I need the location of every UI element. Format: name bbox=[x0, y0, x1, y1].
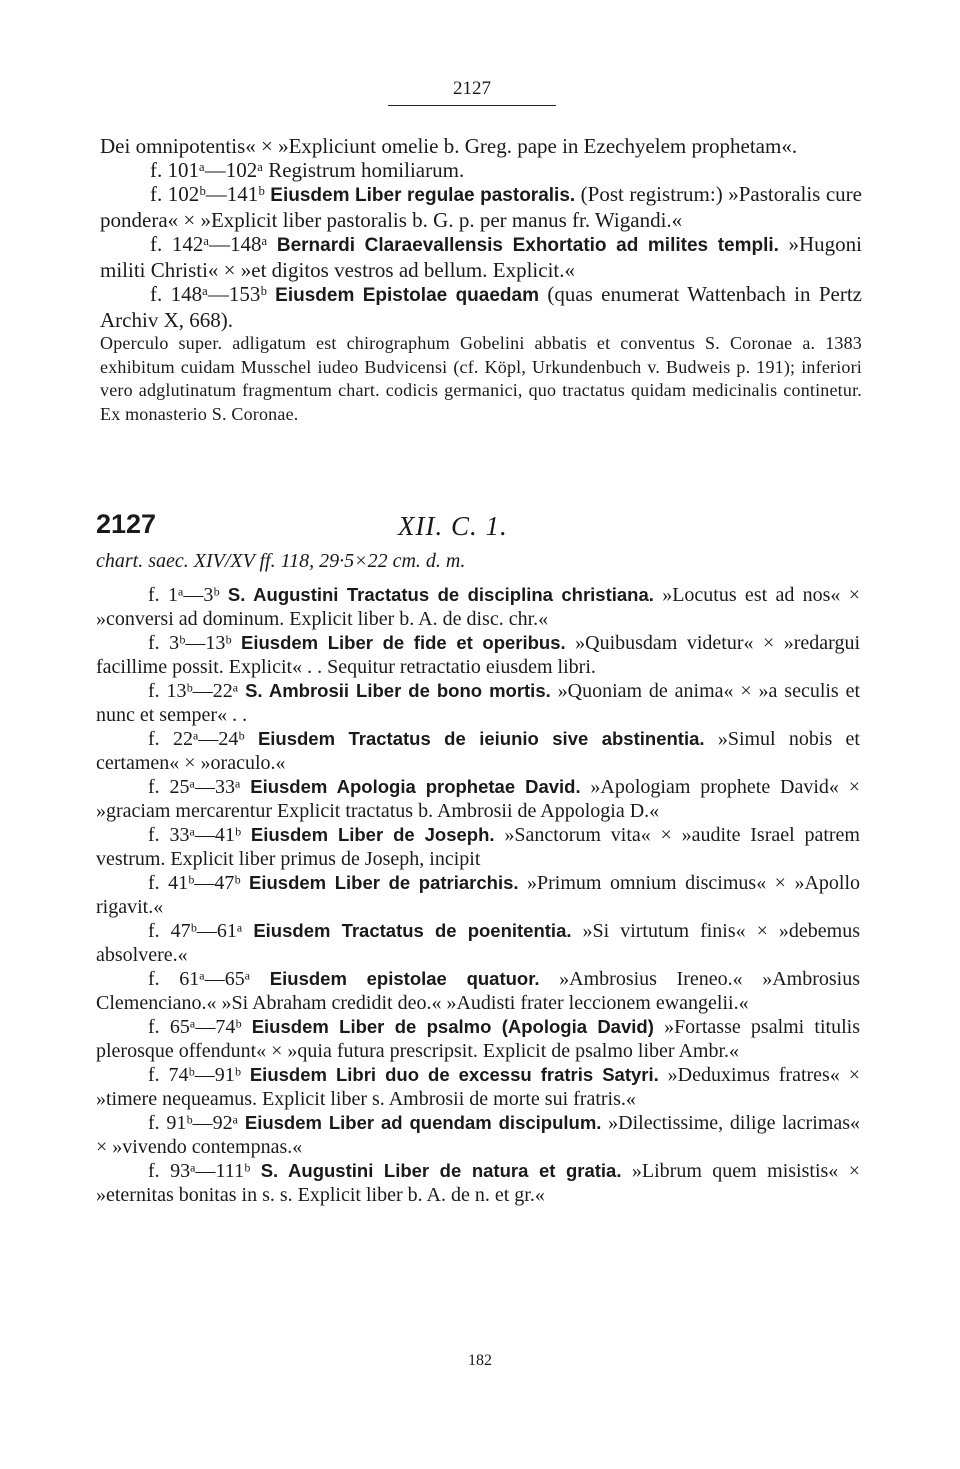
item-folio: f. 3ᵇ—13ᵇ bbox=[148, 632, 242, 654]
item-folio: f. 61ᵃ—65ᵃ bbox=[148, 968, 270, 990]
item-text: »Simul nobis et certamen« × »oraculo.« bbox=[96, 728, 860, 774]
item-title: Eiusdem Liber de psalmo (Apologia David) bbox=[251, 1016, 654, 1037]
item-text: »Apologiam prophete David« × »graciam mercarentur Explicit tractatus b. Ambrosii de Appologia D.« bbox=[96, 776, 860, 822]
entry-item bbox=[96, 823, 860, 871]
line-text: f. 148ᵃ—153ᵇ bbox=[150, 282, 276, 306]
entry-meta: chart. saec. XIV/XV ff. 118, 29·5×22 cm. d. m. bbox=[96, 550, 466, 572]
previous-entry-line bbox=[100, 134, 862, 158]
previous-entry-lines bbox=[100, 134, 862, 332]
previous-entry-line bbox=[100, 232, 862, 282]
running-header-number: 2127 bbox=[453, 78, 491, 99]
item-title: S. Augustini Tractatus de disciplina christiana. bbox=[227, 584, 654, 605]
item-text: »Primum omnium discimus« × »Apollo rigavit.« bbox=[96, 872, 860, 918]
item-title: S. Ambrosii Liber de bono mortis. bbox=[245, 680, 551, 701]
entry-item bbox=[96, 967, 860, 1015]
entry-item bbox=[96, 631, 860, 679]
item-text: »Dilectissime, dilige lacrimas« × »vivendo contempnas.« bbox=[96, 1112, 860, 1158]
item-text: »Sanctorum vita« × »audite Israel patrem vestrum. Explicit liber primus de Joseph, incipit bbox=[96, 824, 860, 870]
previous-entry-line bbox=[100, 158, 862, 182]
entry-number: 2127 bbox=[96, 509, 157, 539]
item-title: Eiusdem epistolae quatuor. bbox=[269, 968, 540, 989]
item-folio: f. 22ᵃ—24ᵇ bbox=[148, 728, 258, 750]
entry-signature: XII. C. 1. bbox=[398, 511, 508, 541]
line-title: Eiusdem Epistolae quaedam bbox=[275, 285, 539, 306]
line-text: Dei omnipotentis« × »Expliciunt omelie b. Greg. pape in Ezechyelem prophetam«. bbox=[100, 134, 798, 158]
item-text: »Deduximus fratres« × »timere nequeamus. Explicit liber s. Ambrosii de morte sui fratris.« bbox=[96, 1064, 861, 1110]
item-folio: f. 13ᵇ—22ᵃ bbox=[148, 680, 246, 702]
item-title: Eiusdem Liber de patriarchis. bbox=[249, 872, 519, 893]
entry-item bbox=[96, 1111, 860, 1159]
item-text: »Si virtutum finis« × »debemus absolvere.« bbox=[96, 920, 861, 966]
previous-entry-line bbox=[100, 182, 862, 232]
entry-item bbox=[96, 1063, 860, 1111]
entry-item bbox=[96, 727, 860, 775]
item-text: »Fortasse psalmi titulis plerosque offendunt« × »quia futura prescripsit. Explicit de psalmo liber Ambr.« bbox=[96, 1016, 860, 1062]
page-footer-number: 182 bbox=[468, 1352, 492, 1369]
entry-item bbox=[96, 1015, 860, 1063]
previous-entry-line bbox=[100, 282, 862, 332]
previous-entry bbox=[100, 134, 862, 426]
item-text: »Quoniam de anima« × »a seculis et nunc et semper« . . bbox=[96, 680, 861, 726]
item-text: »Librum quem misistis« × »eternitas bonitas in s. s. Explicit liber b. A. de n. et gr.« bbox=[96, 1160, 860, 1206]
line-text: f. 142ᵃ—148ᵃ bbox=[150, 232, 277, 256]
item-folio: f. 74ᵇ—91ᵇ bbox=[148, 1064, 250, 1086]
item-title: Eiusdem Liber de fide et operibus. bbox=[241, 632, 566, 653]
entry-item bbox=[96, 1159, 860, 1207]
item-text: »Locutus est ad nos« × »conversi ad dominum. Explicit liber b. A. de disc. chr.« bbox=[96, 584, 860, 630]
item-folio: f. 47ᵇ—61ᵃ bbox=[148, 920, 254, 942]
header-rule bbox=[388, 105, 556, 106]
item-folio: f. 1ᵃ—3ᵇ bbox=[148, 584, 228, 606]
line-text: f. 101ᵃ—102ᵃ Registrum homiliarum. bbox=[150, 158, 465, 182]
line-text: (Post registrum:) »Pastoralis cure pondera« × »Explicit liber pastoralis b. G. p. per manus fr. Wigandi.« bbox=[100, 182, 863, 232]
item-folio: f. 33ᵃ—41ᵇ bbox=[148, 824, 251, 846]
item-folio: f. 41ᵇ—47ᵇ bbox=[148, 872, 249, 894]
line-text: »Hugoni militi Christi« × »et digitos vestros ad bellum. Explicit.« bbox=[100, 232, 863, 282]
item-title: Eiusdem Libri duo de excessu fratris Satyri. bbox=[249, 1064, 659, 1085]
entry-item bbox=[96, 583, 860, 631]
entry-heading bbox=[96, 509, 856, 549]
item-title: Eiusdem Tractatus de ieiunio sive abstinentia. bbox=[257, 728, 705, 749]
item-folio: f. 93ᵃ—111ᵇ bbox=[148, 1160, 261, 1182]
item-folio: f. 65ᵃ—74ᵇ bbox=[148, 1016, 252, 1038]
item-title: Eiusdem Tractatus de poenitentia. bbox=[253, 920, 572, 941]
item-text: »Ambrosius Ireneo.« »Ambrosius Clemenciano.« »Si Abraham credidit deo.« »Audisti frater leccionem ewangelii.« bbox=[96, 968, 860, 1014]
entry-item bbox=[96, 775, 860, 823]
item-title: Eiusdem Liber ad quendam discipulum. bbox=[244, 1112, 602, 1133]
entry-item bbox=[96, 871, 860, 919]
line-text: (quas enumerat Wattenbach in Pertz Archiv X, 668). bbox=[100, 282, 862, 332]
item-title: S. Augustini Liber de natura et gratia. bbox=[260, 1160, 622, 1181]
entry-item bbox=[96, 919, 860, 967]
line-title: Bernardi Claraevallensis Exhortatio ad milites templi. bbox=[276, 235, 779, 256]
entry-items bbox=[96, 583, 860, 1207]
item-title: Eiusdem Apologia prophetae David. bbox=[250, 776, 581, 797]
line-title: Eiusdem Liber regulae pastoralis. bbox=[270, 185, 576, 206]
item-folio: f. 25ᵃ—33ᵃ bbox=[148, 776, 251, 798]
previous-entry-note: Operculo super. adligatum est chirographum Gobelini abbatis et conventus S. Coronae a. 1383 exhibitum cuidam Musschel iudeo Budvicensi (cf. Köpl, Urkundenbuch v. Budweis p. 191); inferiori vero adglutinatum fragmentum chart. codicis germanici, quo tractatus quidam medicinalis continetur. Ex monasterio S. Coronae. bbox=[100, 333, 862, 424]
item-text: »Quibusdam videtur« × »redargui facillime possit. Explicit« . . Sequitur retractatio eiusdem libri. bbox=[96, 632, 860, 678]
item-title: Eiusdem Liber de Joseph. bbox=[250, 824, 495, 845]
entry-item bbox=[96, 679, 860, 727]
line-text: f. 102ᵇ—141ᵇ bbox=[150, 182, 271, 206]
item-folio: f. 91ᵇ—92ᵃ bbox=[148, 1112, 245, 1134]
